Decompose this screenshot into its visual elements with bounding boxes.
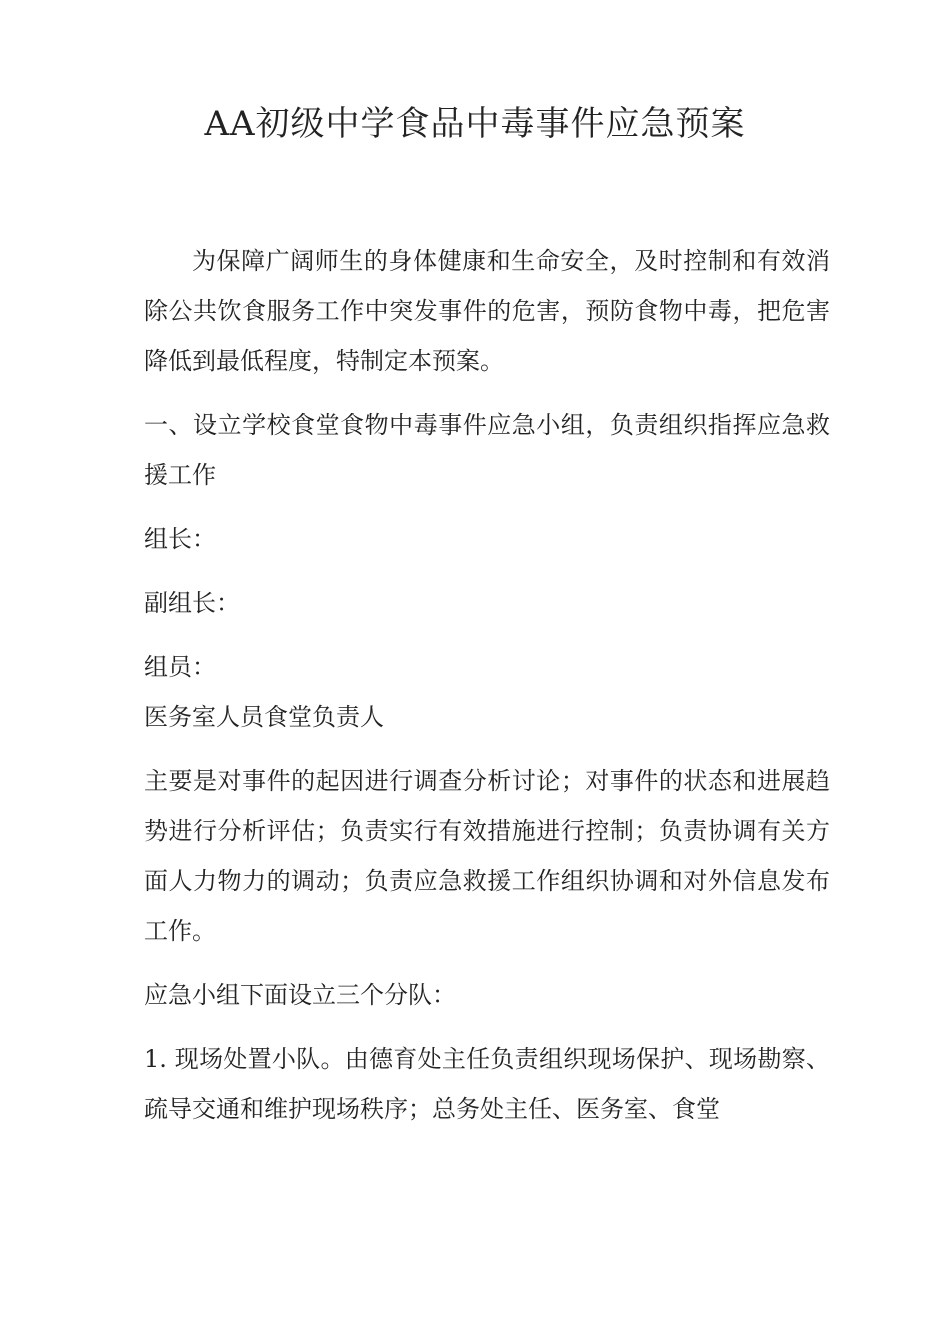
paragraph-team-one: 1. 现场处置小队。由德育处主任负责组织现场保护、现场勘察、疏导交通和维护现场秩序；总务处主任、医务室、食堂 (144, 1045, 830, 1123)
paragraph-deputy-leader: 副组长： (144, 589, 240, 617)
paragraph-subteams: 应急小组下面设立三个分队： (144, 981, 456, 1009)
paragraph-member-list: 医务室人员食堂负责人 (144, 703, 384, 731)
paragraph-intro: 为保障广阔师生的身体健康和生命安全，及时控制和有效消除公共饮食服务工作中突发事件的危害，预防食物中毒，把危害降低到最低程度，特制定本预案。 (144, 247, 830, 375)
document-body (144, 236, 830, 1134)
paragraph-leader: 组长： (144, 525, 216, 553)
paragraph-section-one: 一、设立学校食堂食物中毒事件应急小组，负责组织指挥应急救援工作 (144, 411, 830, 489)
paragraph-members: 组员： (144, 653, 216, 681)
paragraph-responsibilities: 主要是对事件的起因进行调查分析讨论；对事件的状态和进展趋势进行分析评估；负责实行有效措施进行控制；负责协调有关方面人力物力的调动；负责应急救援工作组织协调和对外信息发布工作。 (144, 767, 830, 945)
document-title: AA初级中学食品中毒事件应急预案 (204, 104, 746, 144)
